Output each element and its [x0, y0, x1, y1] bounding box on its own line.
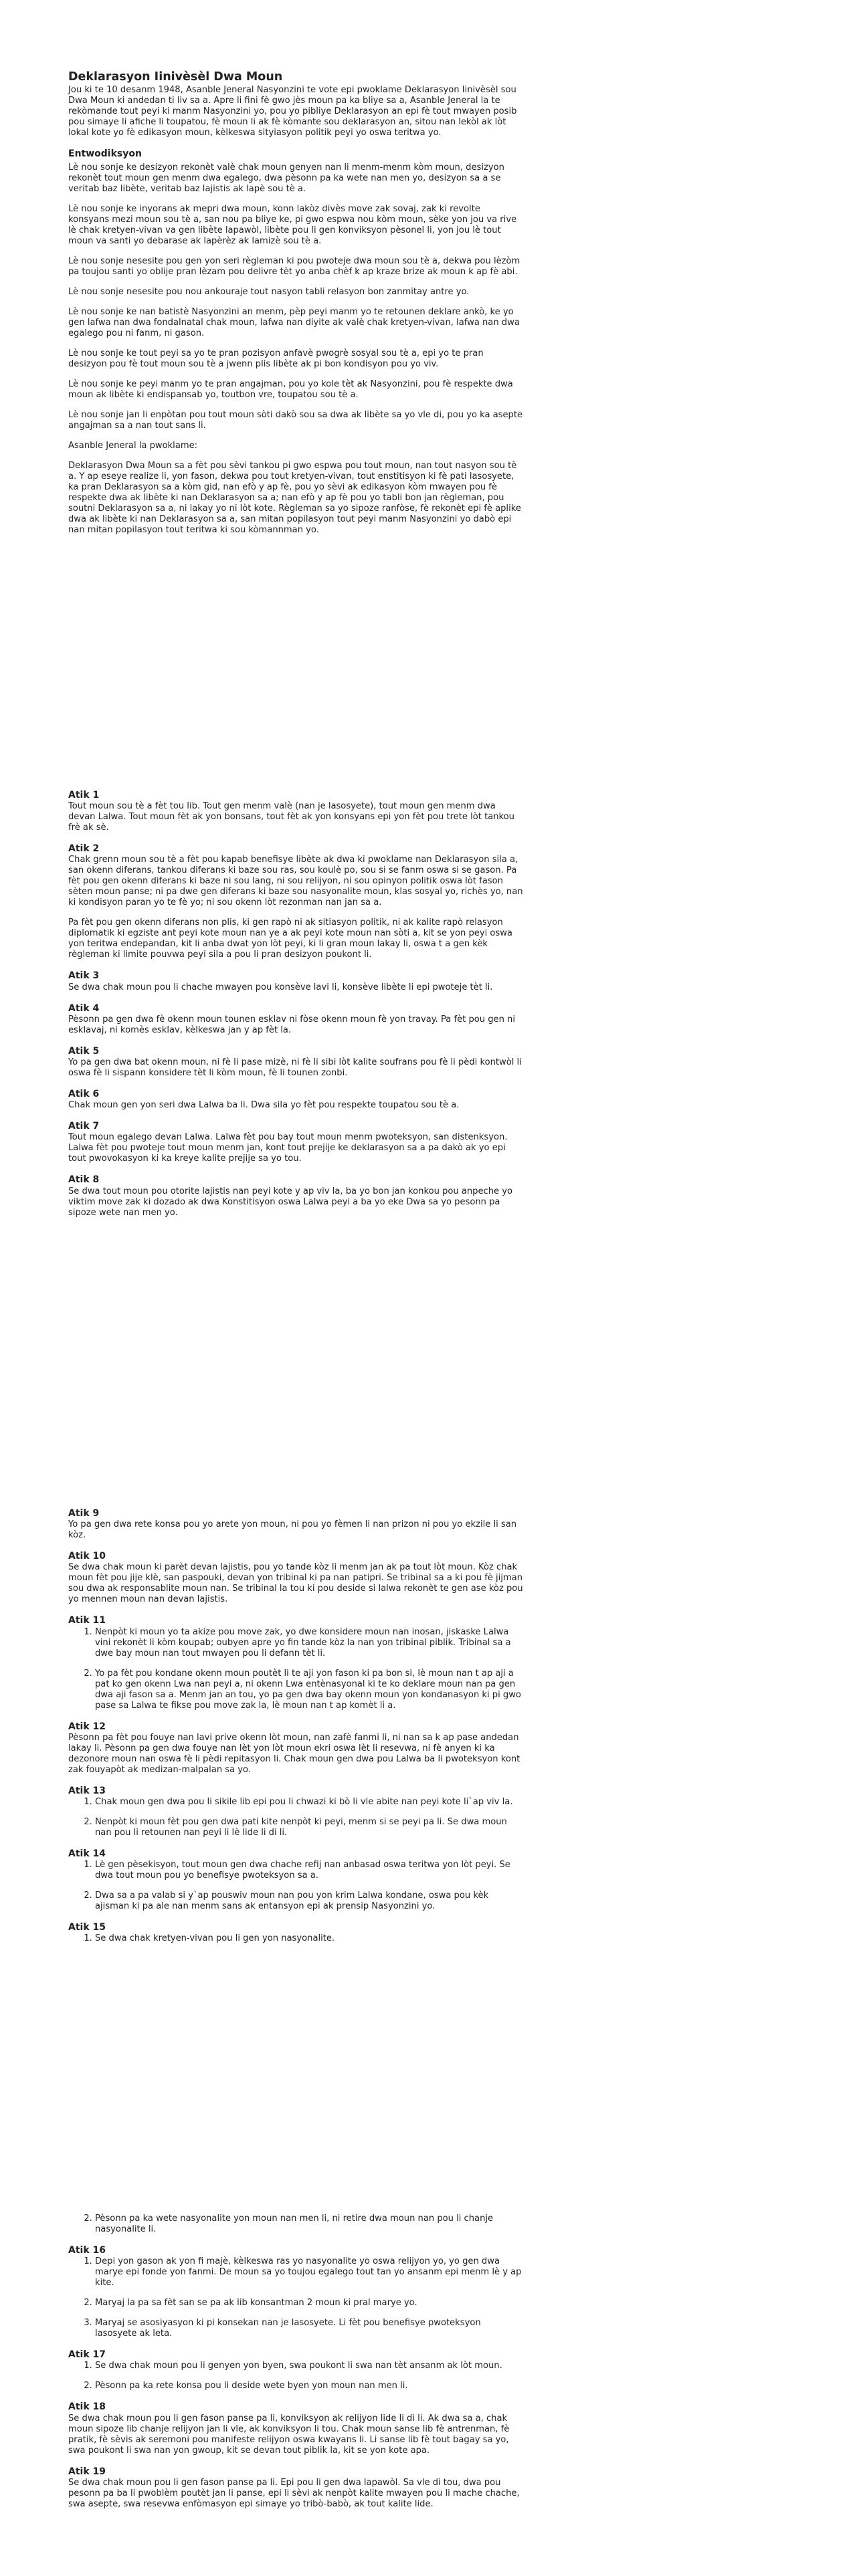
article-heading: Atik 19: [68, 2466, 106, 2477]
article-text: Tout moun egalego devan Lalwa. Lalwa fèt pou bay tout moun menm pwoteksyon, san distenksyon. Lalwa fèt pou pwoteje tout moun menm jan, kont tout prejije ke deklarasyon sa a pa dakò ak yo epi tout pwovokasyon ki ka kreye kalite prejije sa yo tou.: [68, 1132, 508, 1164]
article-heading: Atik 9: [68, 1508, 100, 1519]
article-heading: Atik 6: [68, 1088, 100, 1099]
article-heading: Atik 5: [68, 1045, 100, 1057]
list-item: 1. Se dwa chak moun pou li genyen yon byen, swa poukont li swa nan tèt ansanm ak lòt moun.: [95, 2361, 523, 2371]
articles-page-1: [68, 789, 523, 1228]
articles-page-3: [68, 2214, 523, 2519]
article-text: Yo pa gen dwa bat okenn moun, ni fè li pase mizè, ni fè li sibi lòt kalite soufrans pou fè li pèdi kontwòl li oswa fè li sispann konsidere tèt li kòm moun, fè li tounen zonbi.: [68, 1057, 522, 1078]
preamble-paragraph: Lè nou sonje ke tout peyi sa yo te pran pozisyon anfavè pwogrè sosyal sou tè a, epi yo te pran desizyon pou fè tout moun sou tè a jwenn plis libète ak pi bon kondisyon pou yo viv.: [68, 348, 484, 369]
preamble-paragraph: Lè nou sonje ke inyorans ak mepri dwa moun, konn lakòz divès move zak sovaj, zak ki revolte konsyans mezi moun sou tè a, san nou pa bliye ke, pi gwo espwa nou kòm moun, sèke yon jou va rive lè chak kretyen-vivan va gen libète lapawòl, libète pou li gen konviksyon pèsonel li, yon jou lè tout moun va santi yo debarase ak lapèrèz ak lamizè sou tè a.: [68, 203, 517, 246]
numbered-list: [68, 1933, 523, 1944]
numbered-list: [68, 1860, 523, 1912]
numbered-list: [68, 2361, 523, 2391]
numbered-list: [68, 2214, 523, 2235]
article-heading: Atik 1: [68, 790, 100, 800]
article-heading: Atik 14: [68, 1848, 106, 1859]
article-text: Se dwa tout moun pou otorite lajistis nan peyi kote y ap viv la, ba yo bon jan konkou pou anpeche yo viktim move zak ki dozado ak dwa Konstitisyon oswa Lalwa peyi a ba yo eke Dwa sa yo pesonn pa sipoze wete nan men yo.: [68, 1186, 512, 1218]
list-item: 1. Chak moun gen dwa pou li sikile lib epi pou li chwazi ki bò li vle abite nan peyi kote li`ap viv la.: [95, 1797, 523, 1808]
article-heading: Atik 11: [68, 1615, 106, 1626]
article-heading: Atik 17: [68, 2349, 106, 2361]
article-text: Se dwa chak moun pou li chache mwayen pou konsève lavi li, konsève libète li epi pwoteje tèt li.: [68, 982, 493, 992]
article-heading: Atik 13: [68, 1785, 106, 1796]
article-text: Pèsonn pa fèt pou fouye nan lavi prive okenn lòt moun, nan zafè fanmi li, ni nan sa k ap pase andedan lakay li. Pèsonn pa gen dwa fouye nan lèt yon lòt moun ekri oswa lèt li resevwa, ni fè anyen ki ka dezonore moun nan oswa fè li pèdi repitasyon li. Chak moun gen dwa pou Lalwa ba li pwoteksyon kont zak fouyapòt ak medizan-malpalan sa yo.: [68, 1732, 520, 1775]
preamble-paragraph: Lè nou sonje ke desizyon rekonèt valè chak moun genyen nan li menm-menm kòm moun, desizyon rekonèt tout moun gen menm dwa egalego, dwa pèsonn pa ka wete nan men yo, desizyon sa a se veritab baz libète, veritab baz lajistis ak lapè sou tè a.: [68, 162, 504, 194]
document: [68, 70, 523, 545]
article-heading: Atik 16: [68, 2245, 106, 2256]
numbered-list: [68, 2256, 523, 2339]
list-item: 2. Pèsonn pa ka wete nasyonalite yon moun nan men li, ni retire dwa moun nan pou li chanje nasyonalite li.: [95, 2214, 523, 2235]
article-text: Se dwa chak moun pou li gen fason panse pa li, konviksyon ak relijyon lide li di li. Ak dwa sa a, chak moun sipoze lib chanje relijyon jan li vle, ak konviksyon li tou. Chak moun sanse lib fè antrenman, fè pratik, fè sèvis ak seremoni pou manifeste relijyon oswa kwayans li. Li sanse lib fè tout bagay sa yo, swa poukont li swa nan yon gwoup, kit se devan tout piblik la, kit se yon kote apa.: [68, 2413, 510, 2456]
article-heading: Atik 7: [68, 1121, 100, 1132]
article-text: Chak moun gen yon seri dwa Lalwa ba li. Dwa sila yo fèt pou respekte toupatou sou tè a.: [68, 1100, 460, 1111]
article-heading: Atik 4: [68, 1002, 100, 1014]
article-heading: Atik 18: [68, 2401, 106, 2413]
article-heading: Atik 15: [68, 1922, 106, 1933]
numbered-list: [68, 1797, 523, 1838]
preamble-paragraph: Lè nou sonje ke peyi manm yo te pran angajman, pou yo kole tèt ak Nasyonzini, pou fè respekte dwa moun ak libète ki endispansab yo, toutbon vre, toupatou sou tè a.: [68, 379, 513, 400]
list-item: 2. Yo pa fèt pou kondane okenn moun poutèt li te aji yon fason ki pa bon si, lè moun nan t ap aji a pat ko gen okenn Lwa nan peyi a, ni okenn Lwa entènasyonal ki te ko deklare moun nan pa gen dwa aji fason sa a. Menm jan an tou, yo pa gen dwa bay okenn moun yon kondanasyon ki pi gwo pase sa Lalwa te fikse pou move zak la, lè moun nan t ap komèt li a.: [95, 1669, 523, 1711]
preamble-paragraph: Lè nou sonje nesesite pou gen yon seri règleman ki pou pwoteje dwa moun sou tè a, dekwa pou lèzòm pa toujou santi yo oblije pran lèzam pou delivre tèt yo anba chèf k ap kraze brize ak moun k ap fè abi.: [68, 255, 520, 277]
article-heading: Atik 8: [68, 1174, 100, 1186]
article-text: Chak grenn moun sou tè a fèt pou kapab benefisye libète ak dwa ki pwoklame nan Deklarasyon sila a, san okenn diferans, tankou diferans ki baze sou ras, sou koulè po, sou si se fanm oswa si se gason. Pa fèt pou gen okenn diferans ki baze ni sou lang, ni sou relijyon, ni sou opinyon politik oswa lòt fason sèten moun panse; ni pa dwe gen diferans ki baze sou nasyonalite moun, klas sosyal yo, richès yo, nan ki kondisyon paran yo te fè yo; ni sou okenn lòt rezonman nan jan sa a.: [68, 855, 523, 908]
proclamation-paragraph: Deklarasyon Dwa Moun sa a fèt pou sèvi tankou pi gwo espwa pou tout moun, nan tout nasyon sou tè a. Y ap eseye realize li, yon fason, dekwa pou tout kretyen-vivan, tout enstitisyon ki fè pati lasosyete, ka pran Deklarasyon sa a kòm gid, nan efò y ap fè, pou yo sèvi ak edikasyon kòm mwayen pou fè respekte dwa ak libète ki nan Deklarasyon sa a; nan efò y ap fè pou yo tabli bon jan règleman, pou soutni Deklarasyon sa a, ni lakay yo ni lòt kote. Règleman sa yo sipoze ranfòse, fè rekonèt epi fè aplike dwa ak libète ki nan Deklarasyon sa a, san mitan popilasyon tout peyi manm Nasyonzini yo dabò epi nan mitan popilasyon tout teritwa ki sou kòmannman yo.: [68, 460, 521, 535]
list-item: 2. Dwa sa a pa valab si y`ap pouswiv moun nan pou yon krim Lalwa kondane, oswa pou kèk ajisman ki pa ale nan menm sans ak entansyon epi ak prensip Nasyonzini yo.: [95, 1891, 523, 1912]
list-item: 3. Maryaj se asosiyasyon ki pi konsekan nan je lasosyete. Li fèt pou benefisye pwoteksyon lasosyete ak leta.: [95, 2318, 523, 2339]
proclaim-line: Asanble Jeneral la pwoklame:: [68, 440, 198, 451]
preamble-paragraph: Lè nou sonje ke nan batistè Nasyonzini an menm, pèp peyi manm yo te retounen deklare ankò, ke yo gen lafwa nan dwa fondalnatal chak moun, lafwa nan diyite ak valè chak kretyen-vivan, lafwa nan dwa egalego pou ni fanm, ni gason.: [68, 306, 520, 338]
article-text: Se dwa chak moun ki parèt devan lajistis, pou yo tande kòz li menm jan ak pa tout lòt moun. Kòz chak moun fèt pou jije klè, san paspouki, devan yon tribinal ki pa nan patipri. Se tribinal sa a ki pou fè jijman sou dwa ak responsablite moun nan. Se tribinal la tou ki pou deside si lalwa rekonèt te gen ase kòz pou yo mennen moun nan devan lajistis.: [68, 1562, 523, 1605]
list-item: 1. Depi yon gason ak yon fi majè, kèlkeswa ras yo nasyonalite yo oswa relijyon yo, yo gen dwa marye epi fonde yon fanmi. De moun sa yo toujou egalego tout tan yo ansanm epi menm lè y ap kite.: [95, 2256, 523, 2288]
article-heading: Atik 10: [68, 1551, 106, 1562]
article-text: Pa fèt pou gen okenn diferans non plis, ki gen rapò ni ak sitiasyon politik, ni ak kalite rapò relasyon diplomatik ki egziste ant peyi kote moun nan ye a ak peyi kote moun nan sòti a, kit se yon peyi oswa yon teritwa endepandan, kit li anba dwat yon lòt peyi, ki li gran moun lakay li, oswa t a gen kèk règleman ki limite pouvwa peyi sila a pou li pran desizyon poukont li.: [68, 918, 512, 960]
list-item: 1. Lè gen pèsekisyon, tout moun gen dwa chache refij nan anbasad oswa teritwa yon lòt peyi. Se dwa tout moun pou yo benefisye pwoteksyon sa a.: [95, 1860, 523, 1881]
article-heading: Atik 3: [68, 970, 100, 982]
preamble-paragraph: Lè nou sonje jan li enpòtan pou tout moun sòti dakò sou sa dwa ak libète sa yo vle di, pou yo ka asepte angajman sa a nan tout sans li.: [68, 409, 523, 431]
document-title: Deklarasyon Iinivèsèl Dwa Moun: [68, 70, 283, 84]
article-heading: Atik 2: [68, 843, 100, 855]
list-item: 2. Maryaj la pa sa fèt san se pa ak lib konsantman 2 moun ki pral marye yo.: [95, 2298, 523, 2309]
list-item: 1. Se dwa chak kretyen-vivan pou li gen yon nasyonalite.: [95, 1933, 523, 1944]
list-item: 2. Nenpòt ki moun fèt pou gen dwa pati kite nenpòt ki peyi, menm si se peyi pa li. Se dwa moun nan pou li retounen nan peyi li lè lide li di li.: [95, 1817, 523, 1838]
article-text: Pèsonn pa gen dwa fè okenn moun tounen esklav ni fòse okenn moun fè yon travay. Pa fèt pou gen ni esklavaj, ni komès esklav, kèlkeswa jan y ap fèt la.: [68, 1014, 515, 1035]
preamble-heading: Entwodiksyon: [68, 148, 142, 159]
numbered-list: [68, 1627, 523, 1711]
article-text: Yo pa gen dwa rete konsa pou yo arete yon moun, ni pou yo fèmen li nan prizon ni pou yo ekzile li san kòz.: [68, 1519, 517, 1541]
preamble-paragraph: Lè nou sonje nesesite pou nou ankouraje tout nasyon tabli relasyon bon zanmitay antre yo.: [68, 286, 470, 297]
intro-paragraph: Jou ki te 10 desanm 1948, Asanble Jeneral Nasyonzini te vote epi pwoklame Deklarasyon Iinivèsèl sou Dwa Moun ki andedan ti liv sa a. Apre li fini fè gwo jès moun pa ka bliye sa a, Asanble Jeneral la te rekòmande tout peyi ki manm Nasyonzini yo, pou yo pibliye Deklarasyon an epi fè tout mwayen posib pou simaye li afiche li toupatou, fè moun li ak fè kòmante sou deklarasyon an, sitou nan lekòl ak lòt lokal kote yo fè edikasyon moun, kèlkeswa sityiasyon politik peyi yo oswa teritwa yo.: [68, 84, 517, 138]
article-text: Se dwa chak moun pou li gen fason panse pa li. Epi pou li gen dwa lapawòl. Sa vle di tou, dwa pou pesonn pa ba li pwoblèm poutèt jan li panse, epi li sèvi ak nenpòt kalite mwayen pou li mache chache, swa asepte, swa resevwa enfòmasyon epi simaye yo tribò-babò, ak tout kalite lide.: [68, 2477, 520, 2509]
list-item: 2. Pèsonn pa ka rete konsa pou li deside wete byen yon moun nan men li.: [95, 2381, 523, 2391]
article-text: Tout moun sou tè a fèt tou lib. Tout gen menm valè (nan je lasosyete), tout moun gen menm dwa devan Lalwa. Tout moun fèt ak yon bonsans, tout fèt ak yon konsyans epi yon fèt pou trete lòt tankou frè ak sè.: [68, 801, 514, 833]
articles-page-2: [68, 1507, 523, 1953]
list-item: 1. Nenpòt ki moun yo ta akize pou move zak, yo dwe konsidere moun nan inosan, jiskaske Lalwa vini rekonèt li kòm koupab; oubyen apre yo fin tande kòz la nan yon tribinal piblik. Tribinal sa a dwe bay moun nan tout mwayen pou li defann tèt li.: [95, 1627, 523, 1659]
article-heading: Atik 12: [68, 1721, 106, 1732]
